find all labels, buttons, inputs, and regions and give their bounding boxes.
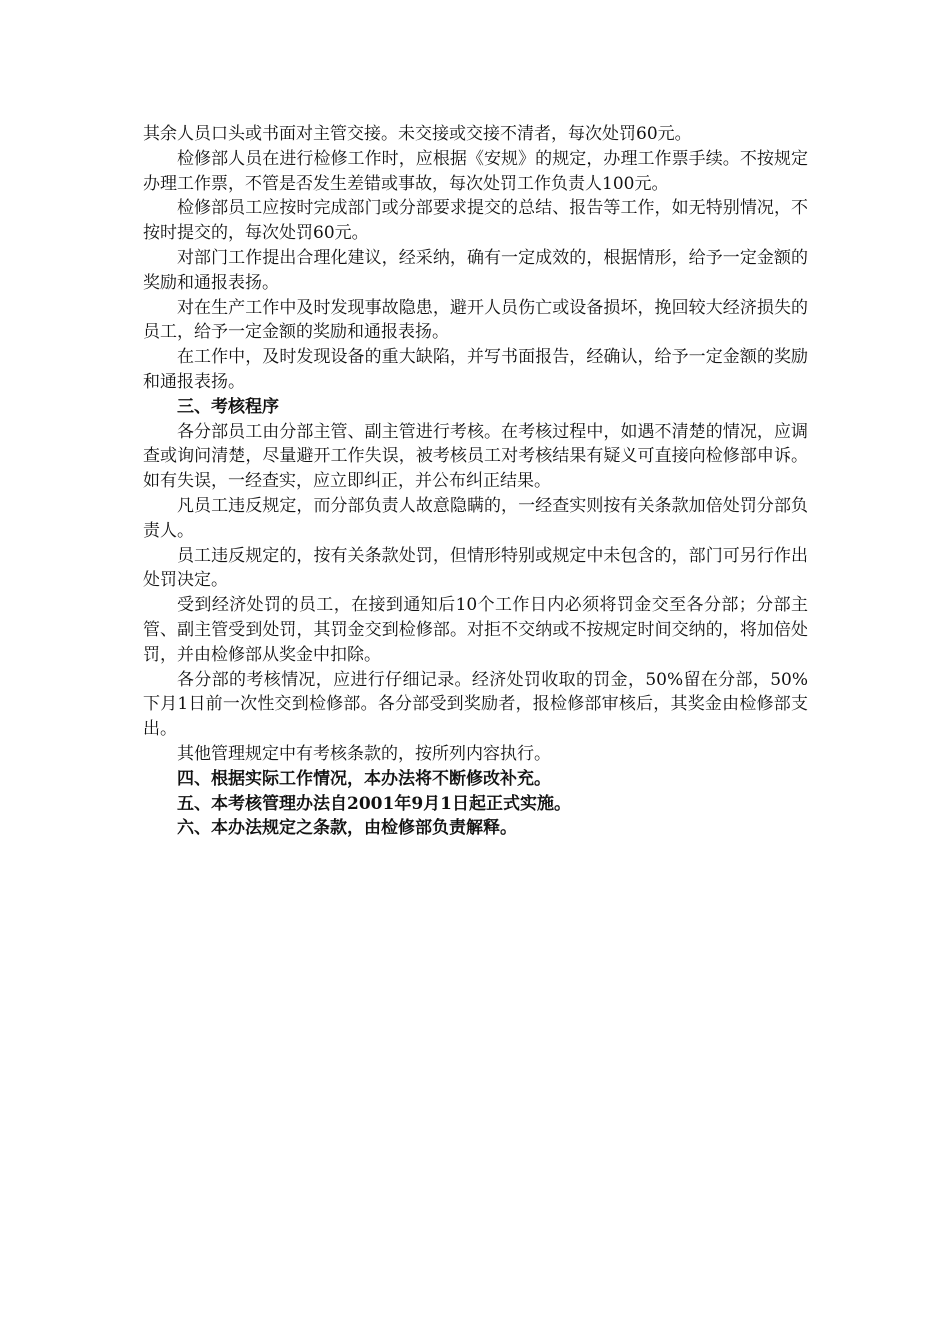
section-heading-revision: 四、根据实际工作情况，本办法将不断修改补充。 (177, 768, 551, 789)
paragraph-assessment-process: 各分部员工由分部主管、副主管进行考核。在考核过程中，如遇不清楚的情况，应调查或询问清楚，尽量避开工作失误，被考核员工对考核结果有疑义可直接向检修部申诉。如有失误，一经查实，应立即纠正，并公布纠正结果。 (143, 421, 808, 492)
document-body (143, 122, 808, 841)
paragraph-special-cases: 员工违反规定的，按有关条款处罚，但情形特别或规定中未包含的，部门可另行作出处罚决定。 (143, 545, 808, 591)
paragraph-hazard-reward: 对在生产工作中及时发现事故隐患，避开人员伤亡或设备损坏，挽回较大经济损失的员工，给予一定金额的奖励和通报表扬。 (143, 297, 808, 343)
paragraph-other-rules: 其他管理规定中有考核条款的，按所列内容执行。 (177, 743, 551, 764)
paragraph-defect-reward: 在工作中，及时发现设备的重大缺陷，并写书面报告，经确认，给予一定金额的奖励和通报表扬。 (143, 347, 808, 392)
paragraph-suggestion-reward: 对部门工作提出合理化建议，经采纳，确有一定成效的，根据情形，给予一定金额的奖励和通报表扬。 (143, 247, 808, 293)
section-heading-procedure: 三、考核程序 (177, 396, 279, 417)
paragraph-fine-payment: 受到经济处罚的员工，在接到通知后10个工作日内必须将罚金交至各分部；分部主管、副主管受到处罚，其罚金交到检修部。对拒不交纳或不按规定时间交纳的，将加倍处罚，并由检修部从奖金中扣除。 (143, 595, 808, 665)
paragraph-handover-penalty: 其余人员口头或书面对主管交接。未交接或交接不清者，每次处罚60元。 (143, 124, 692, 144)
paragraph-work-ticket: 检修部人员在进行检修工作时，应根据《安规》的规定，办理工作票手续。不按规定办理工作票，不管是否发生差错或事故，每次处罚工作负责人100元。 (143, 148, 808, 194)
paragraph-records-split: 各分部的考核情况，应进行仔细记录。经济处罚收取的罚金，50%留在分部，50%下月1日前一次性交到检修部。各分部受到奖励者，报检修部审核后，其奖金由检修部支出。 (143, 669, 808, 740)
section-heading-interpretation: 六、本办法规定之条款，由检修部负责解释。 (177, 818, 517, 839)
paragraph-concealment-penalty: 凡员工违反规定，而分部负责人故意隐瞒的，一经查实则按有关条款加倍处罚分部负责人。 (143, 495, 808, 541)
section-heading-effective-date: 五、本考核管理办法自2001年9月1日起正式实施。 (177, 793, 571, 814)
paragraph-report-deadline: 检修部员工应按时完成部门或分部要求提交的总结、报告等工作，如无特别情况，不按时提交的，每次处罚60元。 (143, 198, 808, 244)
